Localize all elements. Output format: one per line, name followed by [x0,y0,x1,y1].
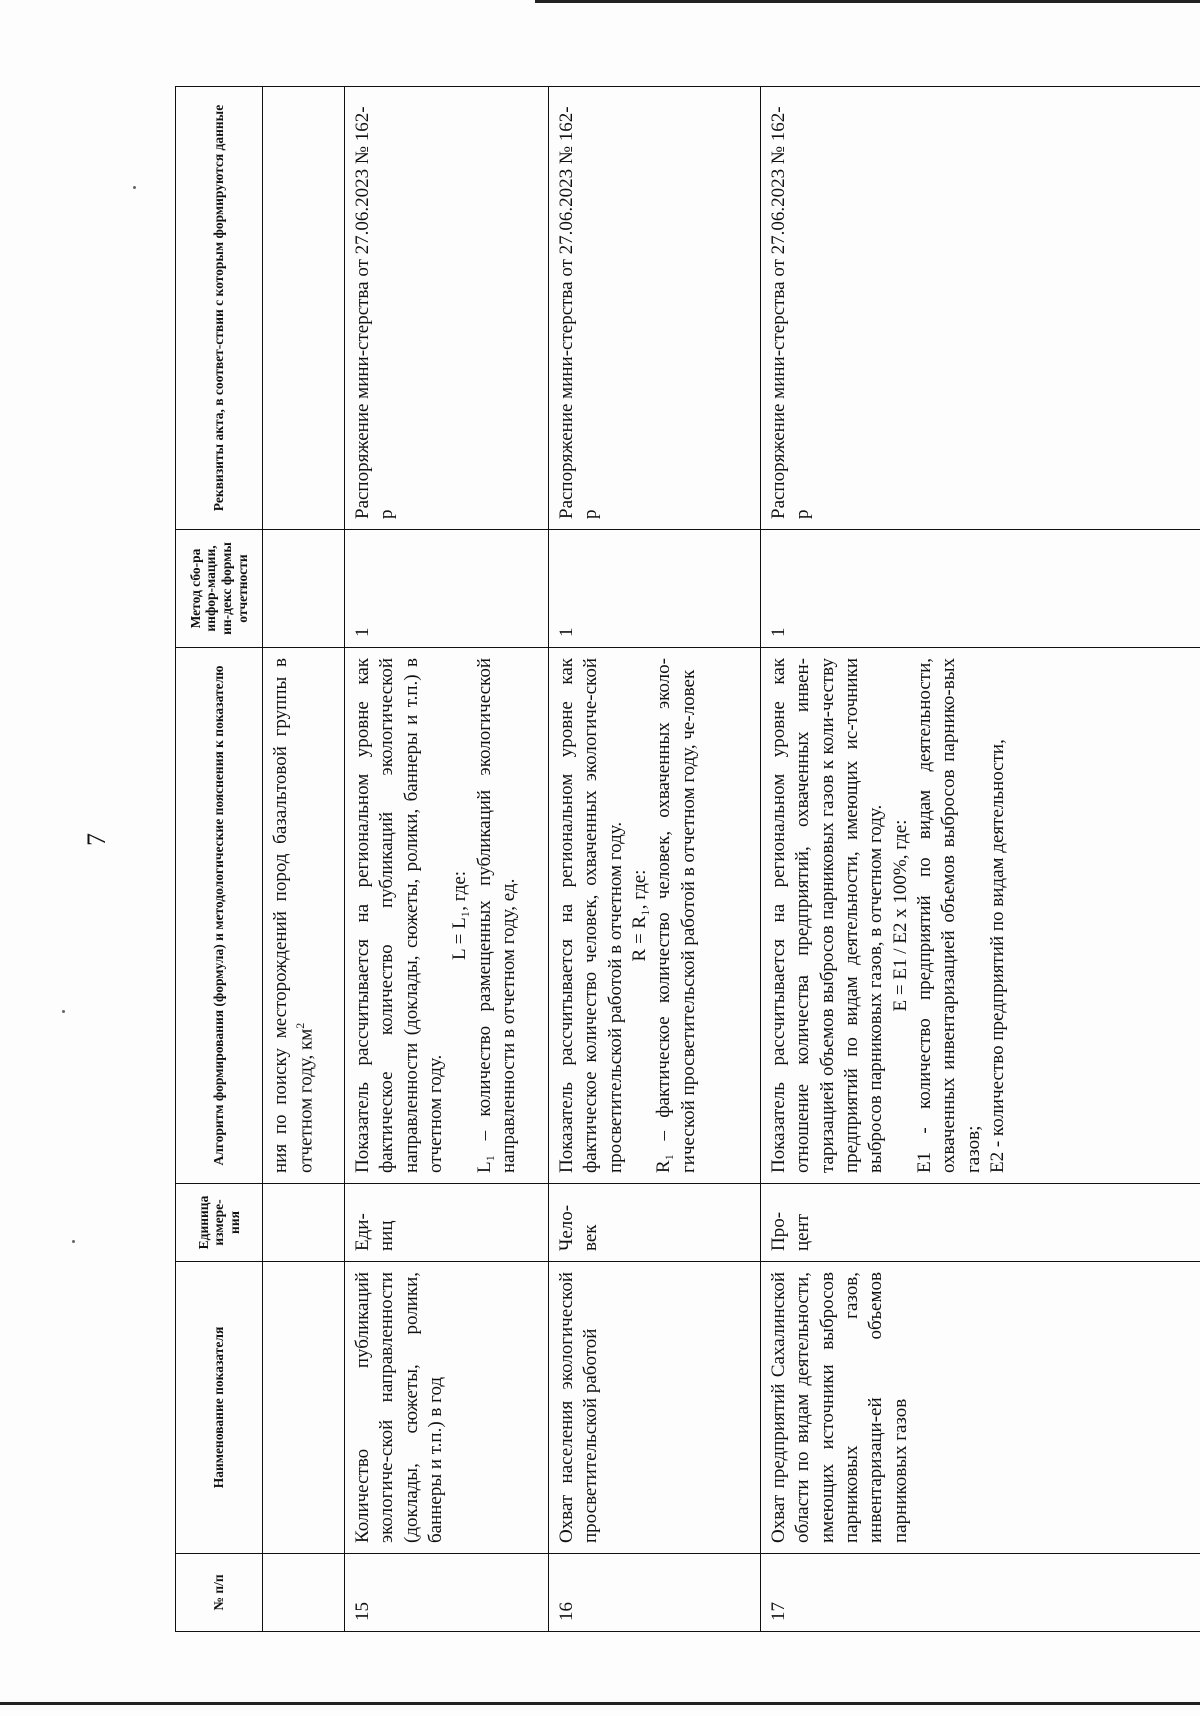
table-row [345,87,549,1632]
formula-definition: E2 - количество предприятий по видам деятельности, [986,739,1008,1173]
row-number: 17 [761,1554,1200,1632]
continuation-algo: ния по поиску месторождений пород базальтовой группы в отчетном году, $км^2$ [263,648,345,1184]
header-unit: Единица измере-ния [176,1184,263,1262]
indicator-name: Охват населения экологической просветительской работой [549,1262,761,1554]
indicator-unit: Еди-ниц [345,1184,549,1262]
algorithm-intro: Показатель рассчитывается на региональном уровне как фактическое количество публикаций экологической направленности (доклады, сюжеты, ролики, баннеры и т.п.) в отчетном году. [352,658,446,1173]
indicator-algorithm [345,648,549,1184]
indicator-algorithm [761,648,1200,1184]
act-details: Распоряжение мини-стерства от 27.06.2023 № 162-р [549,87,761,530]
formula: R = R₁, где: [628,869,650,962]
collection-method: 1 [549,530,761,648]
act-details: Распоряжение мини-стерства от 27.06.2023 № 162-р [345,87,549,530]
collection-method: 1 [345,530,549,648]
indicator-unit: Чело-век [549,1184,761,1262]
indicator-algorithm [549,648,761,1184]
scan-speck [62,1010,65,1013]
header-name: Наименование показателя [176,1262,263,1554]
collection-method: 1 [761,530,1200,648]
formula-definition: E1 - количество предприятий по видам деятельности, охваченных инвентаризацией объемов выбросов парнико-вых газов; [913,658,984,1173]
table-row [549,87,761,1632]
indicators-table [175,86,1200,1632]
page-number: 7 [82,833,111,846]
bottom-rule [0,1702,1200,1705]
scan-speck [72,1240,75,1243]
rotated-table-wrapper [175,87,1200,1632]
formula-definition: L₁ – количество размещенных публикаций экологической направленности в отчетном году, ед. [473,658,519,1173]
continuation-row [263,87,345,1632]
header-method: Метод сбо-ра инфор-мации, ин-декс формы отчетности [176,530,263,648]
indicator-unit: Про-цент [761,1184,1200,1262]
indicator-name: Количество публикаций экологиче-ской направленности (доклады, сюжеты, ролики, баннеры и т.п.) в год [345,1262,549,1554]
formula: L = L₁, где: [449,870,471,961]
row-number: 16 [549,1554,761,1632]
header-num: № п/п [176,1554,263,1632]
header-act: Реквизиты акта, в соответ-ствии с которым формируются данные [176,87,263,530]
header-algo: Алгоритм формирования (формула) и методологические пояснения к показателю [176,648,263,1184]
table-row [761,87,1200,1632]
algorithm-intro: Показатель рассчитывается на региональном уровне как фактическое количество человек, охваченных экологиче-ской просветительской работой в отчетном году. [556,658,626,1173]
formula: E = E1 / E2 x 100%, где: [889,819,911,1012]
header-row [176,87,263,1632]
scan-speck [133,186,136,189]
row-number: 15 [345,1554,549,1632]
act-details: Распоряжение мини-стерства от 27.06.2023 № 162-р [761,87,1200,530]
indicator-name: Охват предприятий Сахалинской области по видам деятельности, имеющих источники выбросов парниковых газов, инвентаризаци-ей объемов парниковых газов [761,1262,1200,1554]
formula-definition: R₁ – фактическое количество человек, охваченных эколо-гической просветительской работой в отчетном году, че-ловек [653,658,699,1173]
algorithm-intro: Показатель рассчитывается на региональном уровне как отношение количества предприятий, охваченных инвен-таризацией объемов выбросов парниковых газов к коли-честву предприятий по видам деятельности, имеющих ис-точники выбросов парниковых газов, в отчетном году. [768,658,887,1173]
top-rule [535,0,1200,3]
